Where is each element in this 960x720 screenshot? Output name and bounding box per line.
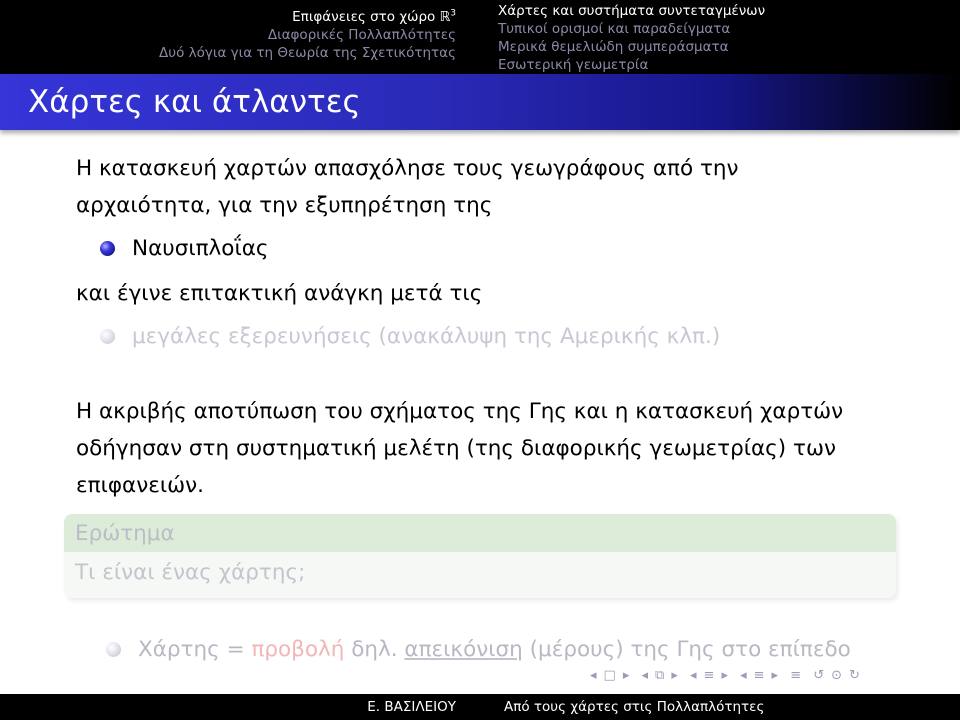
subsection-list [498, 0, 960, 74]
footer-author-box [0, 694, 480, 720]
bullet-explorations [100, 318, 952, 355]
paragraph-geodesy-line-1: Η ακριβής αποτύπωση του σχήματος της Γης και η κατασκευή χαρτών [76, 399, 844, 424]
frame-title-bar [0, 74, 960, 130]
answer-prefix: Χάρτης = [138, 637, 252, 662]
paragraph-intro-line-2: αρχαιότητα, για την εξυπηρέτηση της [76, 193, 493, 218]
answer-highlight: προβολή [251, 637, 345, 662]
answer-underlined: απεικόνιση [404, 637, 523, 662]
nav-prev-section-icon[interactable]: ◂ [740, 668, 748, 683]
frame-title: Χάρτες και άτλαντες [28, 84, 361, 120]
paragraph-geodesy [76, 393, 896, 504]
bullet-explorations-text: μεγάλες εξερευνήσεις (ανακάλυψη της Αμερικής κλπ.) [132, 324, 721, 349]
bullet-navigation [100, 230, 952, 267]
nav-section-surfaces[interactable] [0, 0, 478, 26]
question-block [64, 514, 896, 598]
bullet-answer [106, 631, 958, 668]
bullet-ball-icon [100, 241, 115, 256]
nav-subsection-fundamentals[interactable]: Μερικά θεμελιώδη συμπεράσματα [498, 39, 729, 55]
nav-slide-icon[interactable]: ⧉ [655, 668, 666, 683]
bullet-ball-icon [106, 642, 121, 657]
question-block-body: Τι είναι ένας χάρτης; [64, 552, 896, 598]
footer-title: Από τους χάρτες στις Πολλαπλότητες [504, 699, 765, 715]
question-block-title: Ερώτημα [64, 514, 896, 552]
nav-next-slide-icon[interactable]: ▸ [671, 668, 679, 683]
nav-subsection-intrinsic[interactable]: Εσωτερική γεωμετρία [498, 57, 649, 73]
nav-search-icon[interactable]: ⊙ [831, 668, 844, 683]
nav-section-relativity[interactable]: Δυό λόγια για τη Θεωρία της Σχετικότητας [159, 45, 456, 61]
answer-middle: δηλ. [344, 637, 405, 662]
nav-subsection-definitions[interactable]: Τυπικοί ορισμοί και παραδείγματα [498, 21, 731, 37]
answer-suffix: (μέρους) της Γης στο επίπεδο [522, 637, 851, 662]
header-navigation [0, 0, 960, 74]
nav-prev-subsection-icon[interactable]: ◂ [690, 668, 698, 683]
nav-subsection-icon[interactable]: ≡ [703, 668, 716, 683]
footer-author: Ε. ΒΑΣΙΛΕΙΟΥ [367, 699, 456, 715]
paragraph-intro [76, 150, 896, 224]
paragraph-necessity: και έγινε επιτακτική ανάγκη μετά τις [76, 281, 483, 306]
bullet-navigation-text: Ναυσιπλοΐας [132, 236, 269, 261]
bullet-ball-icon [100, 329, 115, 344]
section-list [0, 0, 478, 74]
paragraph-geodesy-line-3: επιφανειών. [76, 473, 204, 498]
nav-section-manifolds[interactable]: Διαφορικές Πολλαπλότητες [267, 27, 456, 43]
nav-next-section-icon[interactable]: ▸ [771, 668, 780, 683]
nav-forward-icon[interactable]: ↻ [849, 668, 861, 683]
nav-back-icon[interactable]: ↺ [813, 668, 826, 683]
nav-next-frame-icon[interactable]: ▸ [622, 668, 631, 683]
footer [0, 694, 960, 720]
paragraph-geodesy-line-2: οδήγησαν στη συστηματική μελέτη (της διαφορικής γεωμετρίας) των [76, 436, 836, 461]
paragraph-intro-line-1: Η κατασκευή χαρτών απασχόλησε τους γεωγράφους από την [76, 156, 739, 181]
nav-subsection-maps[interactable]: Χάρτες και συστήματα συντεταγμένων [498, 3, 766, 19]
beamer-navigation-symbols [590, 668, 867, 690]
nav-next-subsection-icon[interactable]: ▸ [721, 668, 729, 683]
nav-prev-frame-icon[interactable]: ◂ [590, 668, 598, 683]
nav-section-surfaces-math: ℝ [439, 9, 451, 25]
nav-section-icon[interactable]: ≡ [753, 668, 766, 683]
nav-section-surfaces-label: Επιφάνειες στο χώρο [292, 9, 440, 25]
nav-toc-icon[interactable]: ≡ [790, 668, 803, 683]
nav-section-surfaces-sup: 3 [450, 8, 456, 19]
nav-frame-icon[interactable]: □ [603, 668, 617, 683]
nav-prev-slide-icon[interactable]: ◂ [641, 668, 650, 683]
